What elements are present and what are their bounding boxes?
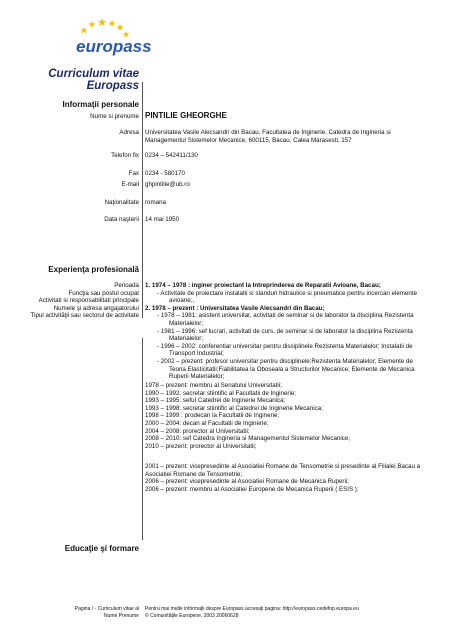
cv-title bbox=[48, 68, 139, 92]
personal-info-heading: Informaţii personale bbox=[62, 100, 139, 109]
experience-line: - 1981 – 1996: sef lucrari, activitati de curs, de seminar si de laborator la disciplina Rezistenta bbox=[157, 327, 413, 335]
address-label: Adresa bbox=[119, 129, 139, 136]
birth-date-label: Data naşterii bbox=[104, 216, 139, 223]
role-item: 2008 – 2010: sef Catedra Ingineria si Managementul Sistemelor Mecanice; bbox=[145, 435, 350, 443]
nationality-label: Naţionalitate bbox=[104, 199, 139, 206]
footer-right bbox=[145, 606, 359, 620]
email-label: E-mail bbox=[121, 181, 139, 188]
experience-body bbox=[145, 282, 417, 381]
period-label: Perioada bbox=[114, 282, 139, 289]
europass-logo bbox=[70, 12, 152, 64]
address-line-2: Managementul Sistemelor Mecanice, 600115, Bacau, Calea Marasesti, 157 bbox=[145, 136, 352, 144]
birth-date-value: 14 mai 1950 bbox=[145, 216, 180, 223]
association-item: Asociatiei Romane de Tensometrie; bbox=[145, 470, 243, 478]
experience-line: 2. 1978 – prezent : Universitatea Vasile Alecsandri din Bacau; bbox=[145, 304, 325, 312]
experience-line: Ruperii Materialelor; bbox=[169, 373, 225, 381]
experience-line: - 1996 – 2002: conferentiar universitar pentru disciplinele Rezistenta Materialelor; Instalatii de bbox=[157, 342, 413, 350]
role-item: 2010 – prezent: prorector al Universitatii; bbox=[145, 442, 257, 450]
role-item: 1993 – 1995: sefuI Catedrei de Inginerie Mecanica; bbox=[145, 397, 286, 405]
europass-logo-text: europass bbox=[76, 37, 152, 56]
role-item: 1978 – prezent: membru al Senatului Universitatii; bbox=[145, 382, 282, 389]
experience-line: - Activitate de proiectare instalatii si standuri hidraulice si pneumatice pentru incercari elemente bbox=[157, 289, 418, 297]
experience-line: 1. 1974 – 1978 : inginer proiectant la Intreprinderea de Reparatii Avioane, Bacau; bbox=[145, 282, 381, 289]
experience-line: - 1978 – 1981: asistent universitar, activitati de seminar si de laborator la disciplina Rezistenta bbox=[157, 312, 414, 320]
phone-value: 0234 – 542411/130 bbox=[145, 152, 198, 159]
experience-heading: Experienţa profesională bbox=[48, 265, 139, 274]
cv-title-line1: Curriculum vitae bbox=[48, 68, 139, 80]
experience-line: Materialelor; bbox=[169, 319, 204, 327]
address-line-1: Universitatea Vasile Alecsandri din Bacau, Facultatea de Inginerie, Catedra de Ingineria si bbox=[145, 129, 391, 136]
name-value: PINTILIE GHEORGHE bbox=[145, 111, 227, 120]
phone-label: Telefon fix bbox=[111, 152, 139, 159]
footer-copyright: © Comunităţile Europene, 2003 20060628 bbox=[145, 613, 239, 619]
column-divider-top bbox=[142, 82, 143, 318]
footer-page-label: Pagina / - Curriculum vitae al bbox=[74, 606, 139, 612]
association-item: 2006 – prezent: vicepresedinte al Asociatiei Romane de Mecanica Ruperii; bbox=[145, 478, 349, 486]
employer-label: Numele şi adresa angajatorului bbox=[53, 304, 139, 312]
roles-list bbox=[145, 382, 350, 450]
role-item: 2004 – 2008: prorector al Universitatii; bbox=[145, 427, 250, 435]
role-item: 1998 – 1999 : prodecan la Facultatii de Inginerie; bbox=[145, 412, 280, 420]
europass-logo-graphic bbox=[70, 12, 152, 64]
experience-line: Materialelor; bbox=[169, 335, 204, 343]
name-label: Nume si prenume bbox=[90, 113, 139, 120]
role-item: 2000 – 2004: decan al Facultatii de Inginerie; bbox=[145, 419, 269, 427]
footer-europass-link[interactable]: Pentru mai multe informaţii despre Europass accesaţi pagina: http://europass.cedefop.europa.eu bbox=[145, 606, 359, 612]
email-value[interactable]: ghpintilie@ub.ro bbox=[145, 181, 190, 188]
nationality-value: romana bbox=[145, 199, 166, 206]
column-divider-bottom bbox=[142, 338, 143, 540]
role-item: 1993 – 1998: secretar stiintific al Catedrei de Inginerie Mecanica; bbox=[145, 404, 323, 412]
role-item: 1990 – 1992: secretar stiintific al Facultatii de Inginerie; bbox=[145, 389, 296, 397]
footer-left bbox=[75, 606, 139, 620]
associations-list bbox=[145, 463, 420, 493]
education-heading: Educaţie şi formare bbox=[64, 544, 139, 553]
address-value bbox=[145, 129, 391, 144]
experience-line: avioane;, bbox=[169, 297, 195, 305]
association-item: 2006 – prezent: membru al Asociatiei Europene de Mecanica Ruperii ( ESIS ); bbox=[145, 485, 359, 493]
activities-label: Activitati si responsabilitati principale bbox=[38, 297, 139, 305]
experience-line: Transport Industrial; bbox=[169, 350, 224, 358]
experience-line: - 2002 – prezent: profesor universitar pentru disciplinele:Rezistenta Materialelor; Elemente de bbox=[157, 357, 413, 365]
footer-name-label: Nume Prenume bbox=[103, 613, 139, 619]
fax-value: 0234 - 580170 bbox=[145, 170, 185, 177]
position-label: Funcţia sau postul ocupat bbox=[68, 289, 139, 297]
cv-title-line2: Europass bbox=[86, 80, 139, 92]
association-item: 2001 – prezent: vicepresedinte al Asociatiei Romane de Tensometrie si presedinte al Filialei Bacau a bbox=[145, 463, 421, 470]
sector-label: Tipul activităţii sau sectorul de activitate bbox=[30, 312, 139, 320]
fax-label: Fax bbox=[128, 170, 139, 177]
experience-labels bbox=[31, 282, 139, 320]
experience-line: Teoria Elasticitatii;Fiabilitatea la Oboseala a Structurilor Mecanice; Elemente de Mecanica bbox=[169, 365, 415, 373]
